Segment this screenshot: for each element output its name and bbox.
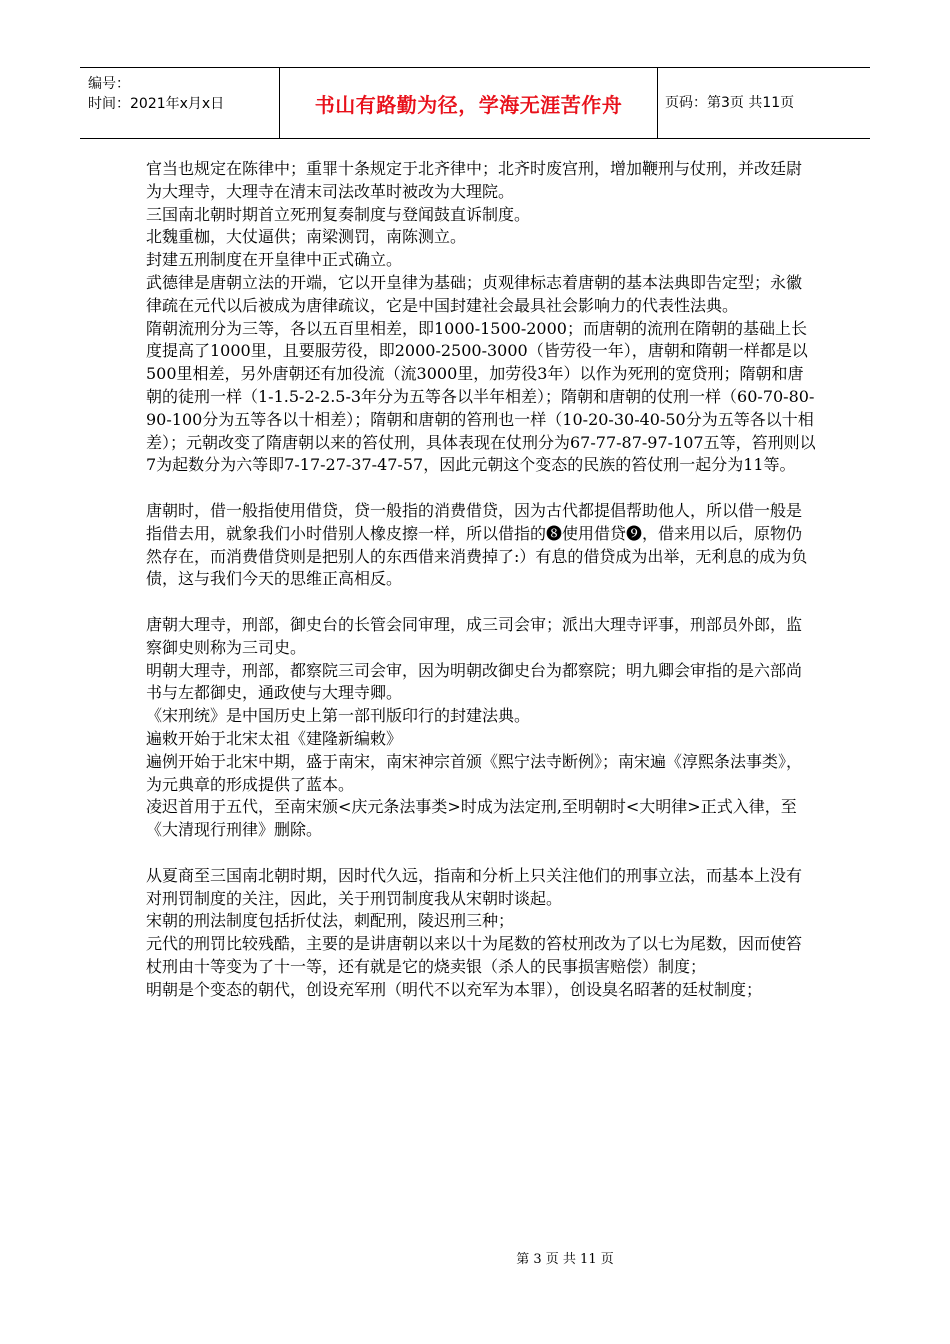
body-paragraph: 凌迟首用于五代，至南宋颁<庆元条法事类>时成为法定刑,至明朝时<大明律>正式入律，至《大清现行刑律》删除。	[146, 797, 797, 840]
body-paragraph: 宋朝的刑法制度包括折仗法，刺配刑，陵迟刑三种；	[146, 911, 515, 931]
page-footer: 第 3 页 共 11 页	[516, 1252, 614, 1267]
body-paragraph: 遍例开始于北宋中期，盛于南宋，南宋神宗首颁《熙宁法寺断例》；南宋遍《淳熙条法事类》，为元典章的形成提供了蓝本。	[146, 751, 803, 794]
header-page-code: 页码：第3页 共11页	[665, 95, 795, 111]
page-header	[80, 67, 870, 139]
document-body	[146, 158, 816, 1001]
document-date: 时间：2021年x月x日	[88, 96, 225, 112]
body-paragraph: 北魏重枷，大仗逼供；南梁测罚，南陈测立。	[146, 227, 467, 247]
body-paragraph: 明朝是个变态的朝代，创设充军刑（明代不以充军为本罪），创设臭名昭著的廷杖制度；	[146, 979, 763, 999]
body-paragraph: 封建五刑制度在开皇律中正式确立。	[146, 250, 403, 270]
body-paragraph: 元代的刑罚比较残酷，主要的是讲唐朝以来以十为尾数的笞杖刑改为了以七为尾数，因而使笞杖刑由十等变为了十一等，还有就是它的烧卖银（杀人的民事损害赔偿）制度；	[146, 934, 803, 976]
body-paragraph: 武德律是唐朝立法的开端，它以开皇律为基础；贞观律标志着唐朝的基本法典即告定型；永徽律疏在元代以后被成为唐律疏议，它是中国封建社会最具社会影响力的代表性法典。	[146, 272, 803, 315]
body-paragraph: 官当也规定在陈律中；重罪十条规定于北齐律中；北齐时废宫刑，增加鞭刑与仗刑，并改廷尉为大理寺，大理寺在清末司法改革时被改为大理院。	[146, 159, 803, 201]
body-paragraph: 隋朝流刑分为三等，各以五百里相差，即1000-1500-2000；而唐朝的流刑在隋朝的基础上长度提高了1000里，且要服劳役，即2000-2500-3000（皆劳役一年），唐朝和隋朝一样都是以500里相差，另外唐朝还有加役流（流3000里，加劳役3年）以作为死刑的宽贷刑；隋朝和唐朝的徒刑一样（1-1.5-2-2.5-3年分为五等各以半年相差）；隋朝和唐朝的仗刑一样（60-70-80-90-100分为五等各以十相差）；隋朝和唐朝的笞刑也一样（10-20-30-40-50分为五等各以十相差）；元朝改变了隋唐朝以来的笞仗刑，具体表现在仗刑分为67-77-87-97-107五等，笞刑则以7为起数分为六等即7-17-27-37-47-57，因此元朝这个变态的民族的笞仗刑一起分为11等。	[146, 318, 816, 475]
body-paragraph: 唐朝大理寺，刑部，御史台的长管会同审理，成三司会审；派出大理寺评事，刑部员外郎，监察御史则称为三司史。	[146, 614, 803, 657]
document-number-label: 编号：	[88, 76, 130, 92]
body-paragraph: 从夏商至三国南北朝时期，因时代久远，指南和分析上只关注他们的刑事立法，而基本上没有对刑罚制度的关注，因此，关于刑罚制度我从宋朝时谈起。	[146, 865, 803, 908]
body-paragraph: 三国南北朝时期首立死刑复奏制度与登闻鼓直诉制度。	[146, 204, 531, 224]
body-paragraph: 遍敕开始于北宋太祖《建隆新编敕》	[146, 728, 403, 748]
body-paragraph: 唐朝时，借一般指使用借贷，贷一般指的消费借贷，因为古代都提倡帮助他人，所以借一般是指借去用，就象我们小时借别人橡皮擦一样，所以借指的❽使用借贷❾，借来用以后，原物仍然存在，而消费借贷则是把别人的东西借来消费掉了:）有息的借贷成为出举，无利息的成为负债，这与我们今天的思维正高相反。	[146, 500, 808, 589]
body-paragraph: 《宋刑统》是中国历史上第一部刊版印行的封建法典。	[146, 706, 531, 726]
header-motto: 书山有路勤为径，学海无涯苦作舟	[314, 92, 623, 117]
header-meta	[88, 74, 224, 114]
header-divider	[657, 68, 658, 138]
body-paragraph: 明朝大理寺，刑部，都察院三司会审，因为明朝改御史台为都察院；明九卿会审指的是六部尚书与左都御史，通政使与大理寺卿。	[146, 660, 803, 703]
